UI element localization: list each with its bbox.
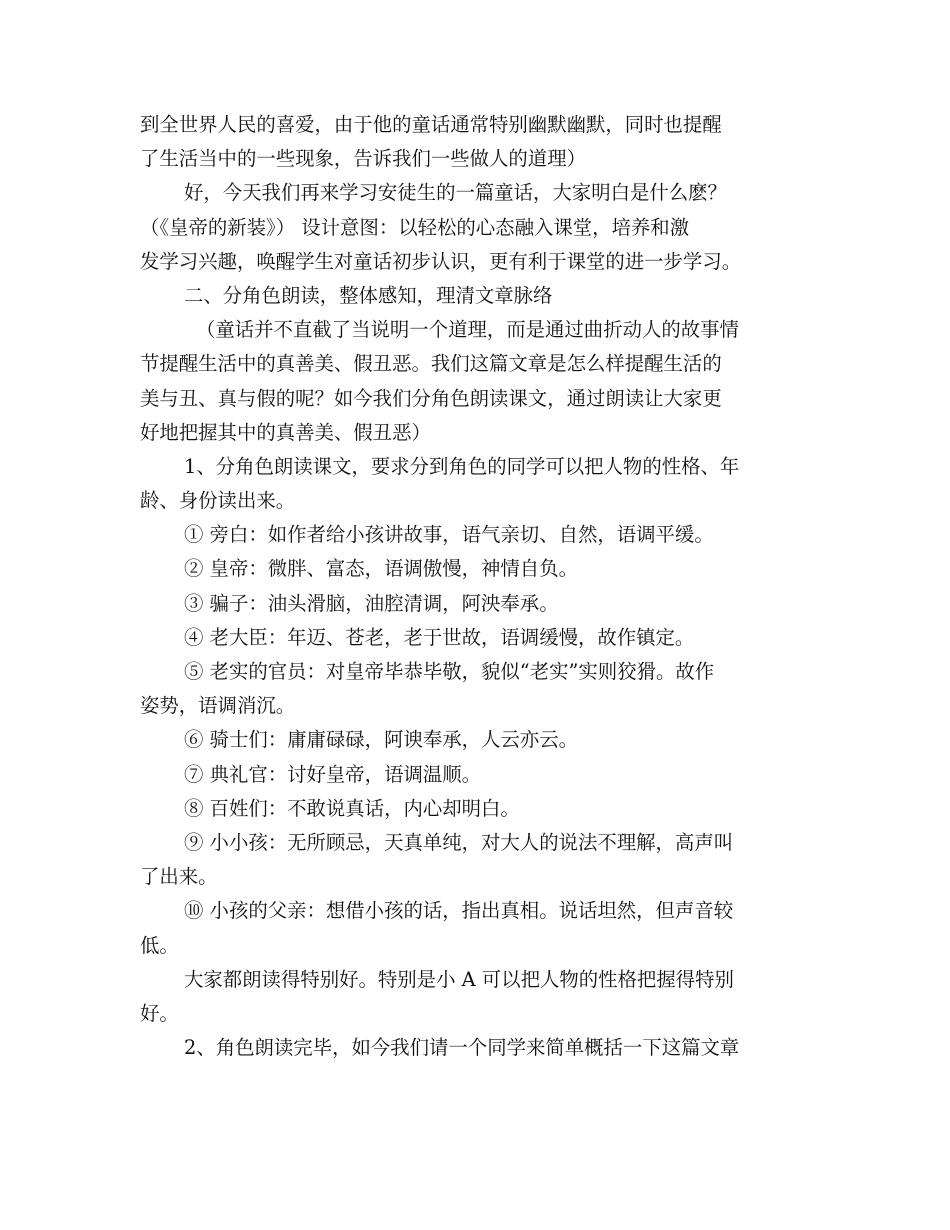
text-line: 节提醒生活中的真善美、假丑恶。我们这篇文章是怎么样提醒生活的 xyxy=(140,352,722,376)
text-line: 了生活当中的一些现象，告诉我们一些做人的道理） xyxy=(140,147,586,171)
text-line: ⑤ 老实的官员：对皇帝毕恭毕敬，貌似“老实”实则狡猾。故作 xyxy=(184,660,715,683)
text-line: 大家都朗读得特别好。特别是小 A 可以把人物的性格把握得特别 xyxy=(184,967,734,991)
text-line: ⑧ 百姓们：不敢说真话，内心却明白。 xyxy=(184,796,520,820)
text-line: ⑦ 典礼官：讨好皇帝，语调温顺。 xyxy=(184,762,482,786)
text-line: 好地把握其中的真善美、假丑恶） xyxy=(140,420,431,444)
text-line: ③ 骗子：油头滑脑，油腔清调，阿泱奉承。 xyxy=(184,591,559,615)
text-line: 2、角色朗读完毕，如今我们请一个同学来简单概括一下这篇文章 xyxy=(184,1036,740,1060)
text-line: 美与丑、真与假的呢？如今我们分角色朗读课文，通过朗读让大家更 xyxy=(140,386,722,410)
text-line: 好。 xyxy=(140,1001,179,1025)
text-line: ⑨ 小小孩：无所顾忌，天真单纯，对大人的说法不理解，高声叫 xyxy=(184,830,734,854)
text-line: 了出来。 xyxy=(140,865,218,889)
text-line: 发学习兴趣，唤醒学生对童话初步认识，更有利于课堂的进一步学习。 xyxy=(140,249,742,273)
text-line: 二、分角色朗读，整体感知，理清文章脉络 xyxy=(184,283,553,307)
text-line: ⑥ 骑士们：庸庸碌碌，阿谀奉承，人云亦云。 xyxy=(184,728,578,752)
text-line: （《皇帝的新装》） 设计意图：以轻松的心态融入课堂，培养和激 xyxy=(140,215,690,239)
text-line: ① 旁白：如作者给小孩讲故事，语气亲切、自然，语调平缓。 xyxy=(184,523,714,547)
text-line: ⑩ 小孩的父亲：想借小孩的话，指出真相。说话坦然，但声音较 xyxy=(184,899,734,923)
text-line: 低。 xyxy=(140,933,179,957)
text-line: （童话并不直截了当说明一个道理，而是通过曲折动人的故事情 xyxy=(196,318,739,342)
text-line: 好，今天我们再来学习安徒生的一篇童话，大家明白是什么麽？ xyxy=(184,181,727,205)
text-line: 龄、身份读出来。 xyxy=(140,489,296,513)
text-line: ④ 老大臣：年迈、苍老，老于世故，语调缓慢，故作镇定。 xyxy=(184,625,695,649)
text-line: 到全世界人民的喜爱，由于他的童话通常特别幽默幽默，同时也提醒 xyxy=(140,113,722,136)
text-line: 姿势，语调消沉。 xyxy=(140,694,296,718)
text-line: ② 皇帝：微胖、富态，语调傲慢，神情自负。 xyxy=(184,557,578,581)
text-line: 1、分角色朗读课文，要求分到角色的同学可以把人物的性格、年 xyxy=(184,454,740,478)
document-body xyxy=(140,108,812,1065)
